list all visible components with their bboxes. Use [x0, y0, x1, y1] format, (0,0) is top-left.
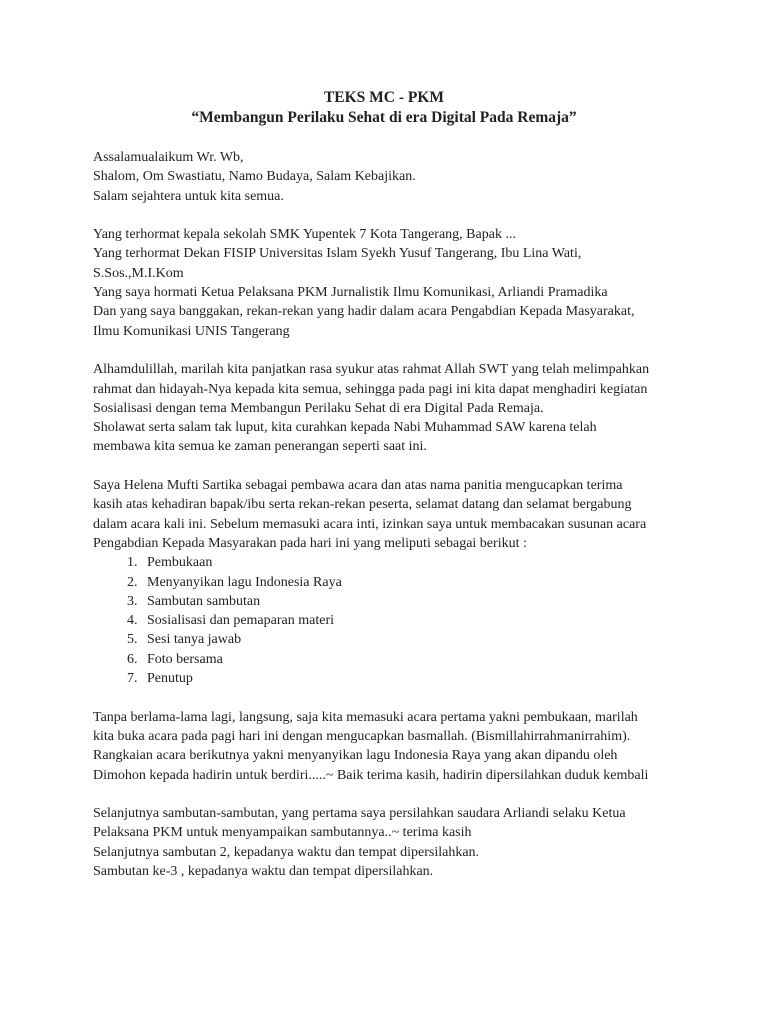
- list-item-text: Sambutan sambutan: [147, 593, 261, 609]
- text-line: Sholawat serta salam tak luput, kita curahkan kepada Nabi Muhammad SAW karena telah: [93, 420, 597, 436]
- text-line: Sosialisasi dengan tema Membangun Perilaku Sehat di era Digital Pada Remaja.: [93, 400, 544, 416]
- introduction-paragraph: [93, 476, 733, 553]
- list-item: [93, 553, 733, 572]
- list-item-text: Pembukaan: [147, 555, 213, 571]
- list-number: 4.: [127, 613, 138, 629]
- list-item: [93, 592, 733, 611]
- text-line: Dan yang saya banggakan, rekan-rekan yang hadir dalam acara Pengabdian Kepada Masyarakat,: [93, 304, 635, 320]
- text-line: Selanjutnya sambutan 2, kepadanya waktu dan tempat dipersilahkan.: [93, 844, 480, 860]
- agenda-list: [93, 553, 733, 688]
- text-line: Assalamualaikum Wr. Wb,: [93, 150, 244, 165]
- list-item: [93, 611, 733, 630]
- speeches-paragraph: [93, 804, 733, 881]
- text-line: Tanpa berlama-lama lagi, langsung, saja kita memasuki acara pertama yakni pembukaan, marilah: [93, 709, 638, 725]
- text-line: Sambutan ke-3 , kepadanya waktu dan tempat dipersilahkan.: [93, 863, 434, 879]
- text-line: kasih atas kehadiran bapak/ibu serta rekan-rekan peserta, selamat datang dan selamat bergabung: [93, 497, 632, 513]
- text-line: dalam acara kali ini. Sebelum memasuki acara inti, izinkan saya untuk membacakan susunan acara: [93, 516, 647, 532]
- text-line: Selanjutnya sambutan-sambutan, yang pertama saya persilahkan saudara Arliandi selaku Ketua: [93, 806, 626, 822]
- text-line: Saya Helena Mufti Sartika sebagai pembawa acara dan atas nama panitia mengucapkan terima: [93, 478, 623, 494]
- list-item: [93, 630, 733, 649]
- list-item-text: Sesi tanya jawab: [147, 632, 242, 648]
- list-item: [93, 573, 733, 592]
- text-line: Yang saya hormati Ketua Pelaksana PKM Jurnalistik Ilmu Komunikasi, Arliandi Pramadika: [93, 285, 608, 301]
- list-number: 1.: [127, 555, 138, 571]
- list-number: 3.: [127, 593, 138, 609]
- honorifics-paragraph: [93, 225, 733, 341]
- text-line: Alhamdulillah, marilah kita panjatkan rasa syukur atas rahmat Allah SWT yang telah melimpahkan: [93, 362, 650, 378]
- document-title: TEKS MC - PKM: [323, 89, 445, 106]
- opening-event-paragraph: [93, 708, 733, 785]
- text-line: Ilmu Komunikasi UNIS Tangerang: [93, 323, 290, 339]
- opening-paragraph: [93, 360, 733, 456]
- text-line: Pengabdian Kepada Masyarakan pada hari ini yang meliputi sebagai berikut :: [93, 535, 527, 551]
- text-line: S.Sos.,M.I.Kom: [93, 265, 184, 281]
- list-item-text: Menyanyikan lagu Indonesia Raya: [147, 574, 342, 590]
- text-line: Yang terhormat kepala sekolah SMK Yupentek 7 Kota Tangerang, Bapak ...: [93, 227, 516, 243]
- list-item-text: Penutup: [147, 671, 193, 687]
- text-line: kita buka acara pada pagi hari ini dengan mengucapkan basmallah. (Bismillahirrahmanirrahim).: [93, 728, 631, 744]
- document-subtitle: “Membangun Perilaku Sehat di era Digital Pada Remaja”: [191, 109, 577, 126]
- text-line: rahmat dan hidayah-Nya kepada kita semua, sehingga pada pagi ini kita dapat menghadiri kegiatan: [93, 381, 648, 397]
- greeting-paragraph: [93, 148, 733, 206]
- text-line: Salam sejahtera untuk kita semua.: [93, 188, 284, 204]
- text-line: Rangkaian acara berikutnya yakni menyanyikan lagu Indonesia Raya yang akan dipandu oleh: [93, 748, 618, 764]
- document-body: [93, 148, 733, 901]
- list-number: 6.: [127, 651, 138, 667]
- text-line: Dimohon kepada hadirin untuk berdiri.....~ Baik terima kasih, hadirin dipersilahkan duduk kembali: [93, 767, 649, 783]
- list-number: 7.: [127, 671, 138, 687]
- list-item: [93, 669, 733, 688]
- text-line: Pelaksana PKM untuk menyampaikan sambutannya..~ terima kasih: [93, 825, 472, 841]
- list-item-text: Sosialisasi dan pemaparan materi: [147, 613, 334, 629]
- text-line: Shalom, Om Swastiatu, Namo Budaya, Salam Kebajikan.: [93, 169, 416, 185]
- list-number: 2.: [127, 574, 138, 590]
- list-item: [93, 650, 733, 669]
- list-number: 5.: [127, 632, 138, 648]
- text-line: membawa kita semua ke zaman penerangan seperti saat ini.: [93, 439, 427, 455]
- list-item-text: Foto bersama: [147, 651, 223, 667]
- text-line: Yang terhormat Dekan FISIP Universitas Islam Syekh Yusuf Tangerang, Ibu Lina Wati,: [93, 246, 582, 262]
